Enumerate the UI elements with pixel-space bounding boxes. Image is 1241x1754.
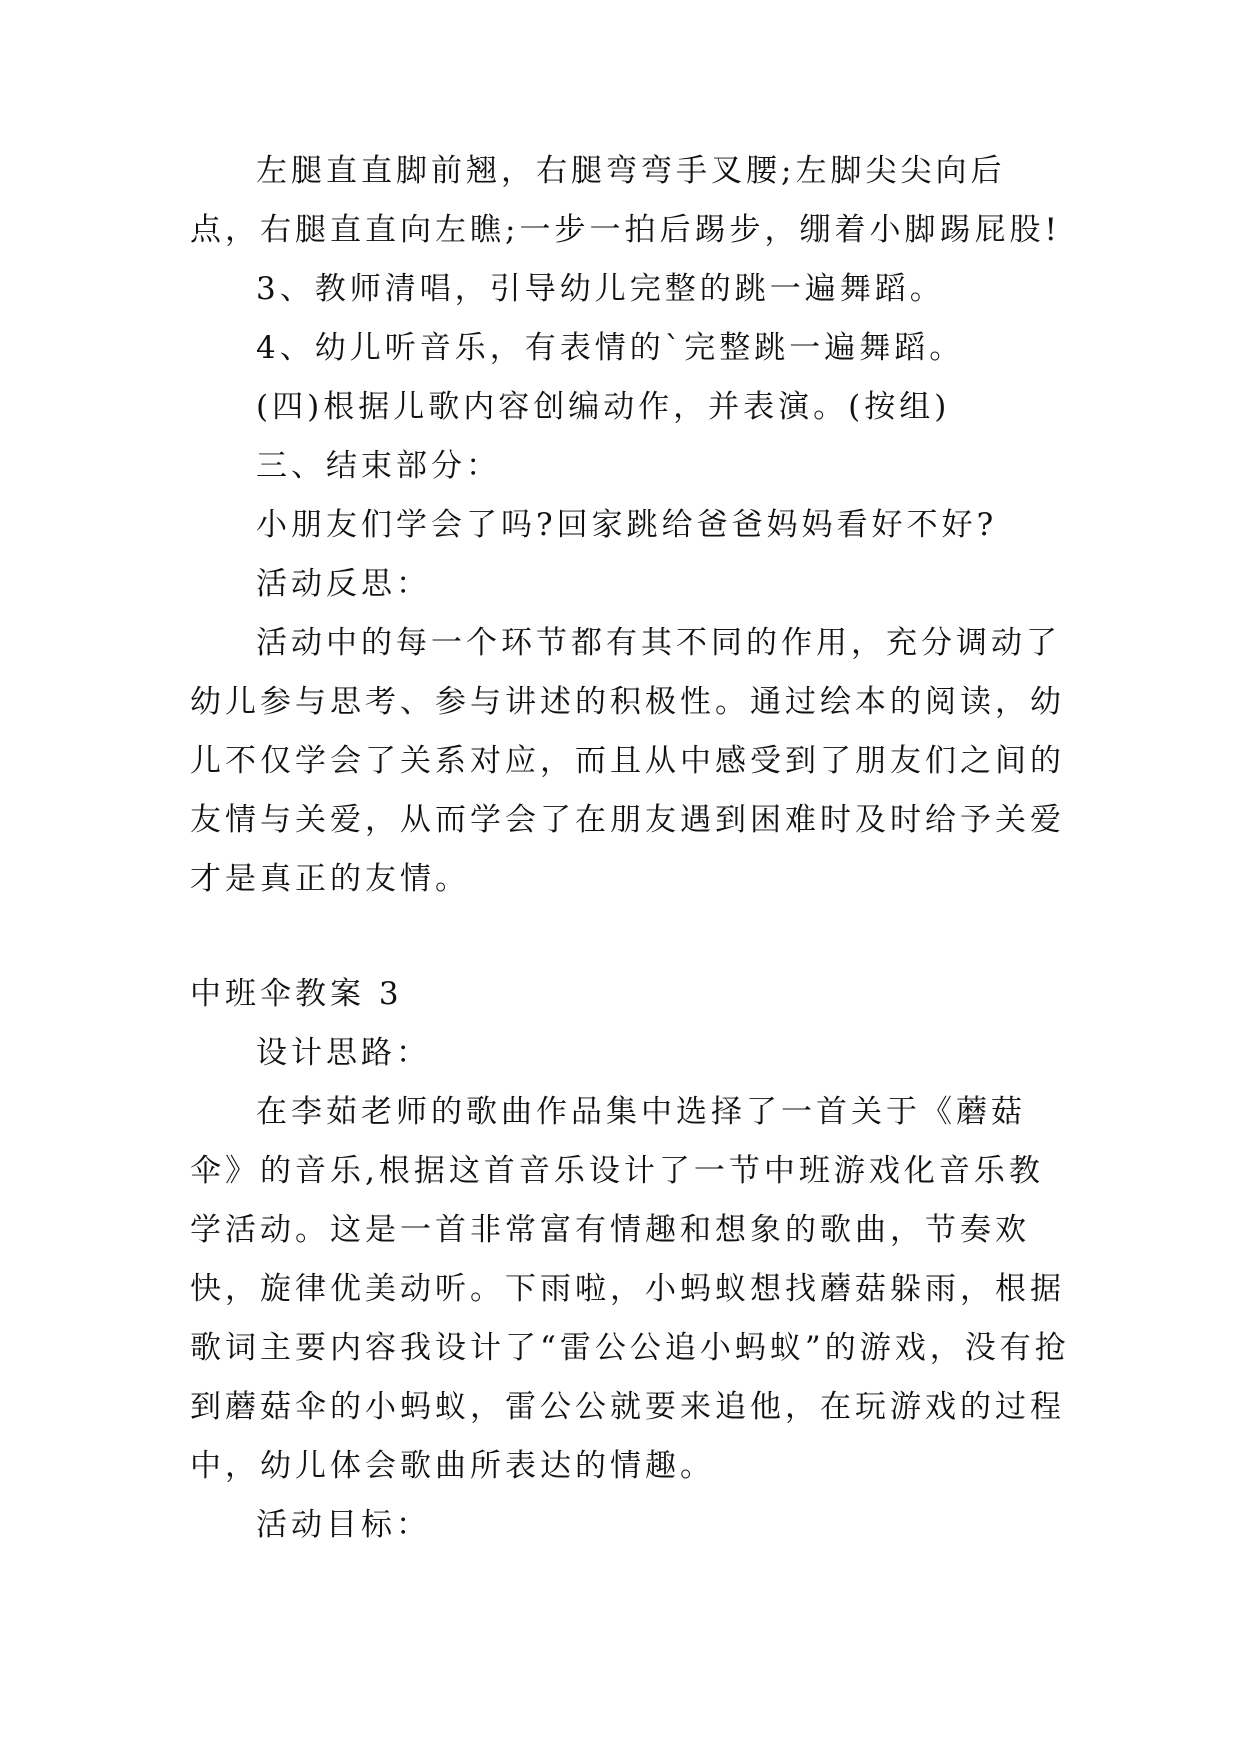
paragraph-design-title: 设计思路：: [256, 1035, 431, 1071]
paragraph-reflection-body: 活动中的每一个环节都有其不同的作用，充分调动了幼儿参与思考、参与讲述的积极性。通过绘本的阅读，幼儿不仅学会了关系对应，而且从中感受到了朋友们之间的友情与关爱，从而学会了在朋友遇到困难时及时给予关爱才是真正的友情。: [190, 625, 1065, 897]
paragraph-step-4: 4、幼儿听音乐，有表情的`完整跳一遍舞蹈。: [256, 330, 965, 366]
paragraph-design-body: 在李茹老师的歌曲作品集中选择了一首关于《蘑菇伞》的音乐,根据这首音乐设计了一节中班游戏化音乐教学活动。这是一首非常富有情趣和想象的歌曲，节奏欢快，旋律优美动听。下雨啦，小蚂蚁想找蘑菇躲雨，根据歌词主要内容我设计了“雷公公追小蚂蚁”的游戏，没有抢到蘑菇伞的小蚂蚁，雷公公就要来追他，在玩游戏的过程中，幼儿体会歌曲所表达的情趣。: [190, 1094, 1070, 1484]
section-heading: 中班伞教案 3: [190, 976, 403, 1012]
paragraph-reflection-title: 活动反思：: [256, 566, 431, 602]
paragraph-dance-steps: 左腿直直脚前翘，右腿弯弯手叉腰;左脚尖尖向后点，右腿直直向左瞧;一步一拍后踢步，绷着小脚踢屁股!: [190, 153, 1061, 248]
paragraph-question: 小朋友们学会了吗?回家跳给爸爸妈妈看好不好?: [256, 507, 998, 543]
paragraph-step-3: 3、教师清唱，引导幼儿完整的跳一遍舞蹈。: [256, 271, 945, 307]
paragraph-section-4: (四)根据儿歌内容创编动作，并表演。(按组): [256, 389, 951, 425]
paragraph-goals-title: 活动目标：: [256, 1507, 431, 1543]
paragraph-part-3-ending: 三、结束部分：: [256, 448, 501, 484]
